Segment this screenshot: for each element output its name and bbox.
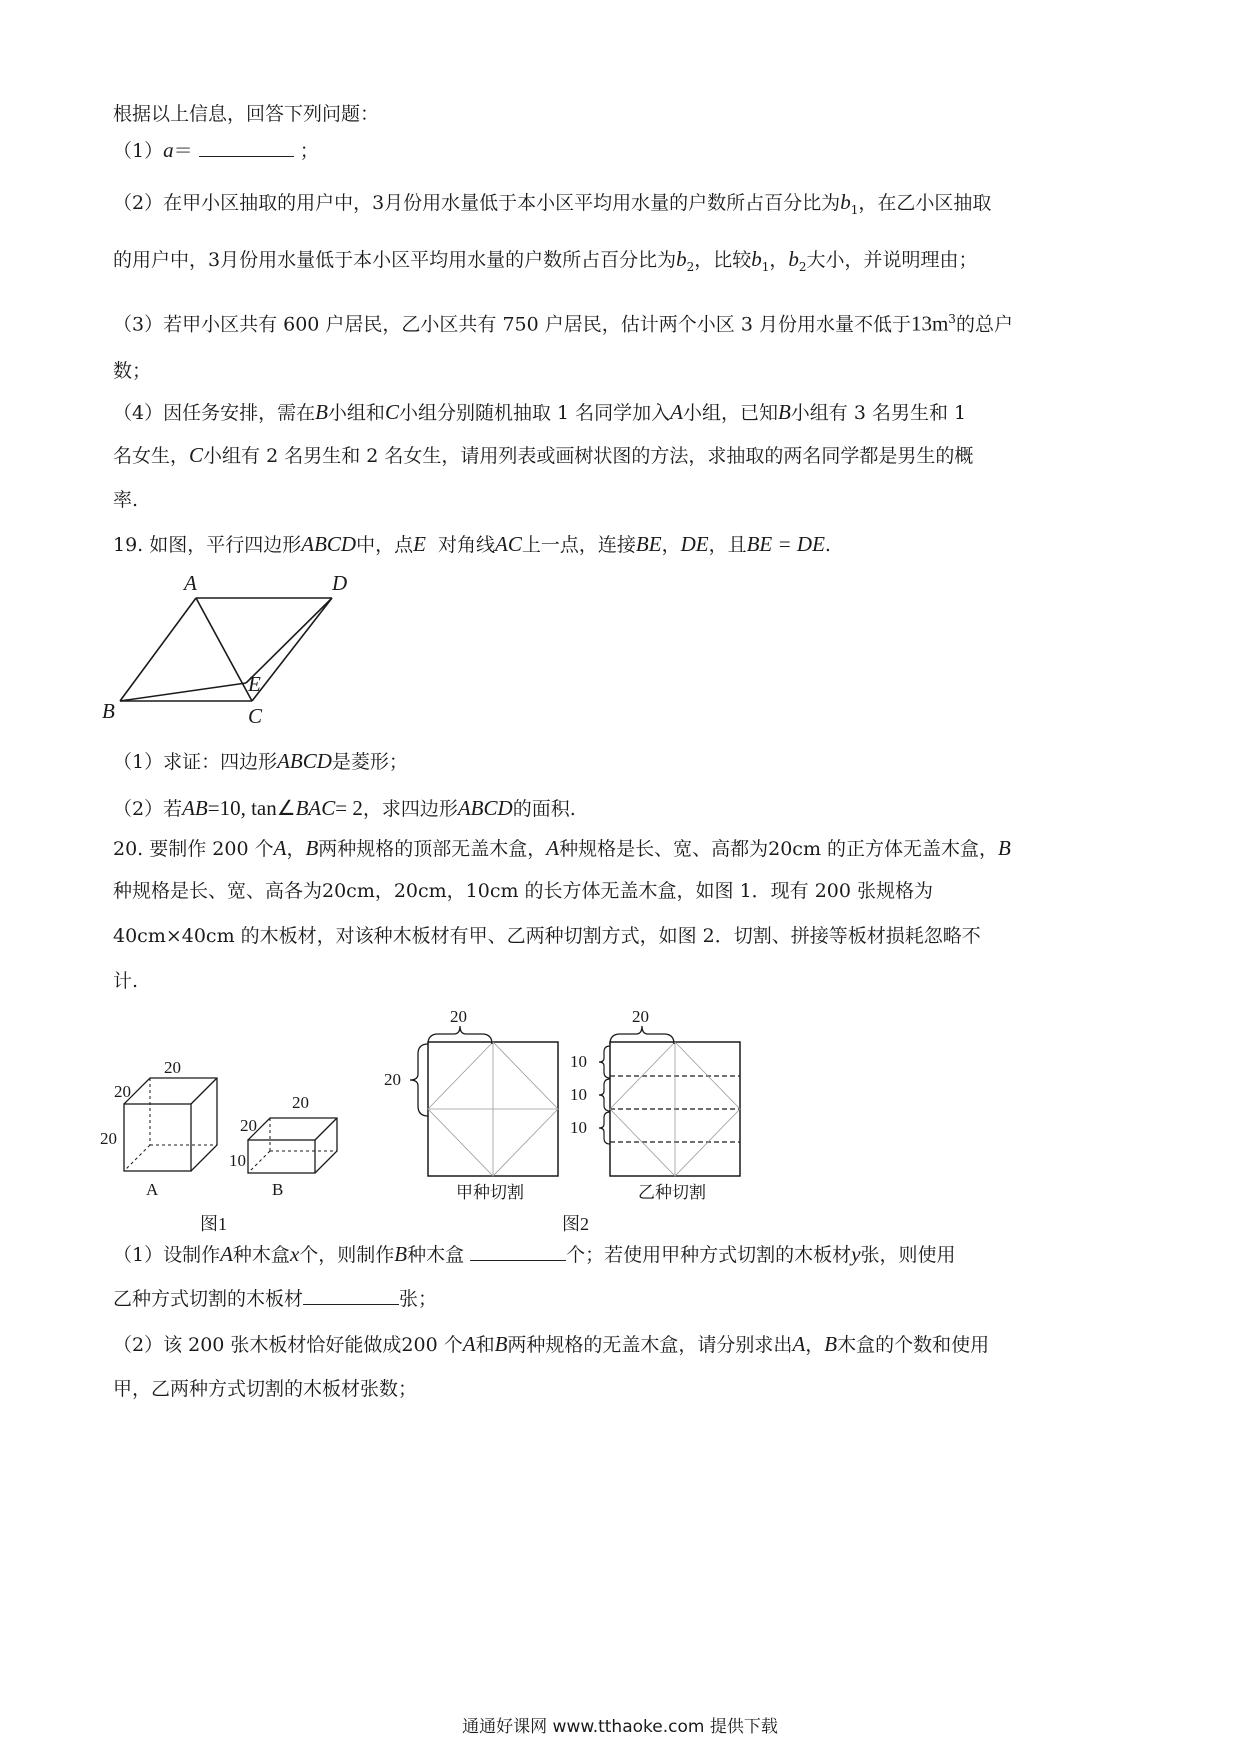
cube-front-face (124, 1104, 191, 1171)
figure-1-boxes (100, 1040, 420, 1240)
figure-2-cutting (384, 1007, 840, 1234)
problem-20-part-1-line-2: 乙种方式切割的木板材 张； (113, 1288, 438, 1310)
cube-dim-top: 20 (164, 1058, 181, 1077)
box-hidden-edge (248, 1151, 270, 1173)
question-3-line-1: （3）若甲小区共有 600 户居民，乙小区共有 750 户居民，估计两个小区 3 月份用水量不低于$13m^3$的总户 (113, 311, 1013, 336)
box-front-face (248, 1140, 315, 1173)
yi-brace-2 (599, 1079, 610, 1111)
vertex-label-e: E (248, 672, 261, 696)
problem-19-part-2: （2）若AB=10, tan∠BAC= 2，求四边形ABCD的面积. (113, 796, 576, 820)
problem-20-part-2-line-2: 甲，乙两种方式切割的木板材张数； (113, 1378, 418, 1400)
yi-brace-1 (599, 1046, 610, 1078)
answer-blank-a (199, 156, 294, 157)
answer-blank-b-count (470, 1260, 566, 1261)
segment-DE (246, 598, 332, 683)
yi-dim-top: 20 (632, 1007, 649, 1026)
jia-dim-left: 20 (384, 1070, 401, 1089)
text-line-intro: 根据以上信息，回答下列问题： (113, 103, 380, 125)
yi-dim-3: 10 (570, 1118, 587, 1137)
box-edge (315, 1118, 337, 1140)
question-1-line: （1）a＝ ； (113, 138, 319, 162)
problem-20-line-2: 种规格是长、宽、高各为20cm，20cm，10cm 的长方体无盖木盒，如图 1．现有 200 张规格为 (113, 880, 934, 902)
box-dim-side: 10 (229, 1151, 246, 1170)
segment-BE (120, 683, 246, 701)
problem-20-line-4: 计. (113, 970, 139, 992)
problem-20-part-2-line-1: （2）该 200 张木板材恰好能做成200 个A和B两种规格的无盖木盒，请分别求出A，B木盒的个数和使用 (113, 1332, 990, 1356)
problem-20-part-1-line-1: （1）设制作A种木盒x个，则制作B种木盒 个；若使用甲种方式切割的木板材y张，则使用 (113, 1242, 956, 1266)
cube-dim-side: 20 (100, 1129, 117, 1148)
problem-20-line-1: 20. 要制作 200 个A，B两种规格的顶部无盖木盒，A种规格是长、宽、高都为20cm 的正方体无盖木盒，B (113, 836, 1011, 860)
yi-brace-3 (599, 1112, 610, 1144)
box-back-edges (248, 1118, 337, 1173)
cube-dim-left: 20 (114, 1082, 131, 1101)
yi-dim-2: 10 (570, 1085, 587, 1104)
vertex-label-b: B (102, 699, 115, 723)
problem-19-statement: 19. 如图，平行四边形ABCD中，点E 对角线AC上一点，连接BE，DE，且BE = DE. (113, 532, 831, 556)
segment-CD (252, 598, 332, 701)
question-4-line-1: （4）因任务安排，需在B小组和C小组分别随机抽取 1 名同学加入A小组，已知B小组有 3 名男生和 1 (113, 400, 967, 424)
segment-AB (120, 598, 196, 701)
box-dim-top: 20 (292, 1093, 309, 1112)
jia-caption: 甲种切割 (456, 1183, 524, 1202)
page-footer: 通通好课网 www.tthaoke.com 提供下载 (462, 1717, 778, 1737)
question-4-line-3: 率. (113, 489, 139, 511)
yi-dim-1: 10 (570, 1052, 587, 1071)
cube-name: A (146, 1180, 159, 1199)
question-3-line-2: 数； (113, 360, 152, 382)
problem-19-part-1: （1）求证：四边形ABCD是菱形； (113, 749, 408, 773)
box-name: B (272, 1180, 284, 1199)
parallelogram-figure (100, 568, 380, 738)
problem-20-line-3: 40cm×40cm 的木板材，对该种木板材有甲、乙两种切割方式，如图 2．切割、拼接等板材损耗忽略不 (113, 925, 981, 947)
cube-hidden-edge (124, 1145, 150, 1171)
cube-edge (191, 1078, 217, 1104)
yi-caption: 乙种切割 (638, 1183, 706, 1202)
vertex-label-c: C (248, 704, 263, 728)
figure-1-caption: 图1 (200, 1214, 227, 1234)
question-2-line-2: 的用户中，3月份用水量低于本小区平均用水量的户数所占百分比为$b_2$，比较$b_1$，$b_2$大小，并说明理由； (113, 247, 978, 274)
question-2-line-1: （2）在甲小区抽取的用户中，3月份用水量低于本小区平均用水量的户数所占百分比为$b_1$，在乙小区抽取 (113, 190, 992, 217)
box-dim-left: 20 (240, 1116, 257, 1135)
jia-dim-top: 20 (450, 1007, 467, 1026)
question-4-line-2: 名女生，C小组有 2 名男生和 2 名女生，请用列表或画树状图的方法，求抽取的两名同学都是男生的概 (113, 443, 974, 467)
vertex-label-a: A (184, 571, 197, 595)
figure-2-caption: 图2 (562, 1214, 589, 1234)
answer-blank-yi-count (303, 1304, 399, 1305)
vertex-label-d: D (332, 571, 348, 595)
